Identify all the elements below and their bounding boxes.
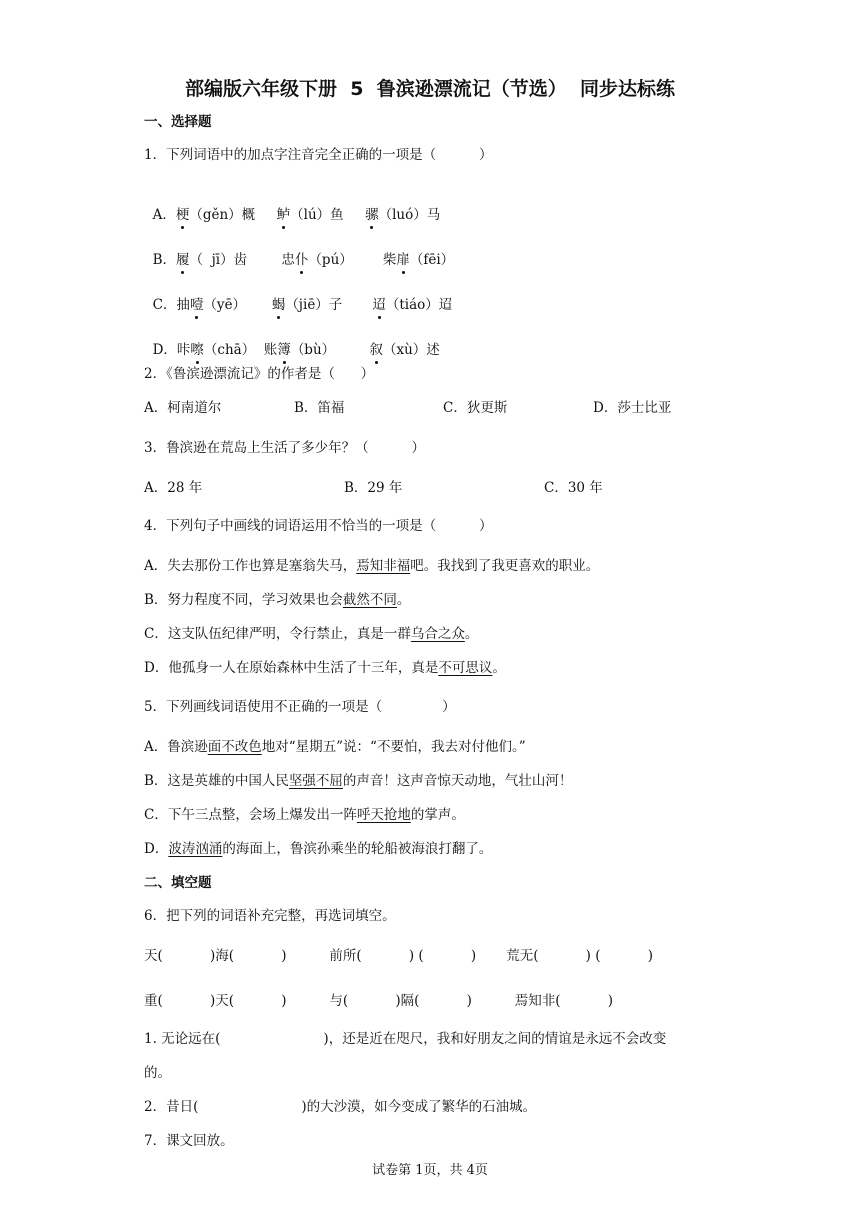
question-1-option-d: D．咔嚓（chā） 账簿（bù） 叙（xù）述 (152, 342, 440, 358)
question-4-option-c: C．这支队伍纪律严明，令行禁止，真是一群乌合之众。 (144, 626, 479, 642)
question-5-option-c: C．下午三点整，会场上爆发出一阵呼天抢地的掌声。 (144, 807, 465, 823)
question-4-option-d: D．他孤身一人在原始森林中生活了十三年，真是不可思议。 (144, 660, 506, 676)
question-3-stem: 3．鲁滨逊在荒岛上生活了多少年？（ ） (144, 440, 426, 456)
question-4-option-b: B．努力程度不同，学习效果也会截然不同。 (144, 592, 411, 608)
question-4-option-a: A．失去那份工作也算是塞翁失马，焉知非福吧。我找到了我更喜欢的职业。 (144, 558, 600, 574)
question-6-sentence-1-cont: 的。 (144, 1065, 171, 1081)
question-6-sentence-2: 2．昔日( )的大沙漠，如今变成了繁华的石油城。 (144, 1099, 537, 1115)
question-6-stem: 6．把下列的词语补充完整，再选词填空。 (144, 908, 396, 924)
question-2-stem: 2．《鲁滨逊漂流记》的作者是（ ） (144, 366, 375, 382)
question-6-word-row-2: 重( )天( ) 与( )隔( ) 焉知非( ) (144, 993, 614, 1009)
question-3-option-b: B．29 年 (344, 480, 403, 496)
question-5-option-a: A．鲁滨逊面不改色地对“星期五”说：“不要怕，我去对付他们。” (144, 739, 526, 755)
question-2-option-c: C．狄更斯 (443, 400, 508, 416)
section-heading-fill: 二、填空题 (144, 875, 212, 891)
question-5-option-b: B．这是英雄的中国人民坚强不屈的声音！这声音惊天动地，气壮山河！ (144, 773, 573, 789)
question-2-option-a: A．柯南道尔 (144, 400, 222, 416)
question-1-option-b: B．履（ jī）齿 忠仆（pú） 柴扉（fēi） (152, 252, 455, 268)
section-heading-choice: 一、选择题 (144, 114, 212, 130)
page-footer: 试卷第 1页，共 4页 (372, 1163, 488, 1178)
page-title: 部编版六年级下册 5 鲁滨逊漂流记（节选） 同步达标练 (185, 78, 675, 100)
question-3-option-a: A．28 年 (144, 480, 203, 496)
question-6-word-row-1: 天( )海( ) 前所( ) ( ) 荒无( ) ( ) (144, 948, 653, 964)
question-5-stem: 5．下列画线词语使用不正确的一项是（ ） (144, 699, 456, 715)
question-1-option-a: A．梗（gěn）概 鲈（lú）鱼 骡（luó）马 (152, 207, 441, 223)
question-2-option-b: B．笛福 (294, 400, 345, 416)
question-4-stem: 4．下列句子中画线的词语运用不恰当的一项是（ ） (144, 518, 493, 534)
question-1-option-c: C．抽噎（yē） 蝎（jiē）子 迢（tiáo）迢 (152, 297, 453, 313)
question-7-stem: 7．课文回放。 (144, 1133, 234, 1149)
question-3-option-c: C．30 年 (544, 480, 603, 496)
question-5-option-d: D．波涛汹涌的海面上，鲁滨孙乘坐的轮船被海浪打翻了。 (144, 841, 493, 857)
question-6-sentence-1: 1. 无论远在( )，还是近在咫尺，我和好朋友之间的情谊是永远不会改变 (144, 1031, 667, 1047)
question-1-stem: 1．下列词语中的加点字注音完全正确的一项是（ ） (144, 147, 493, 163)
question-2-option-d: D．莎士比亚 (593, 400, 672, 416)
